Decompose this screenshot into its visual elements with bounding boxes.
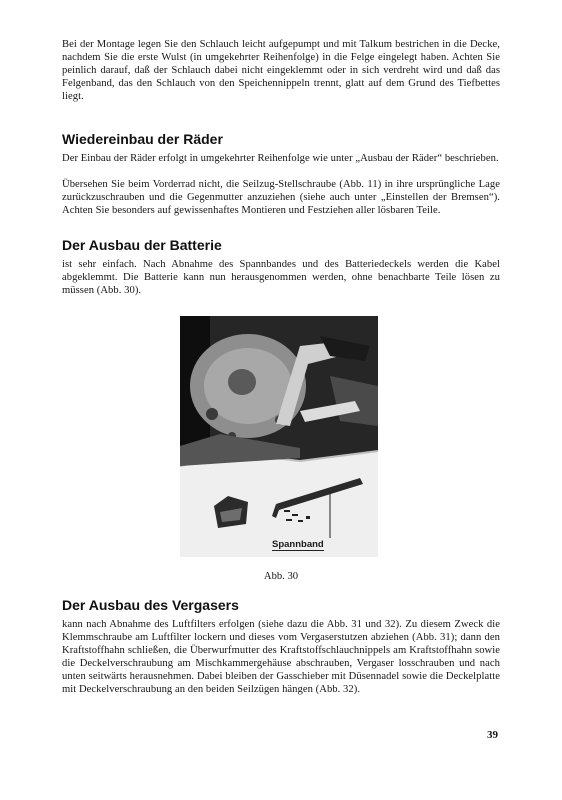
heading-ausbau-vergaser: Der Ausbau des Vergasers (62, 597, 239, 613)
battery-photo-illustration (180, 316, 378, 557)
paragraph-raeder-vorderrad: Übersehen Sie beim Vorderrad nicht, die Seilzug-Stellschraube (Abb. 11) in ihre ursprüngliche Lage zurückzuschrauben und die Gegenmutter anzuziehen (siehe auch unter „Einstellen der Bremsen“). Achten Sie besonders auf gewissenhaftes Montieren und Festziehen aller lösbaren Teile. (62, 179, 500, 217)
paragraph-batterie: ist sehr einfach. Nach Abnahme des Spannbandes und des Batteriedeckels werden die Kabel abgeklemmt. Die Batterie kann nun herausgenommen werden, ohne benachbarte Teile lösen zu müssen (Abb. 30). (62, 259, 500, 297)
paragraph-montage: Bei der Montage legen Sie den Schlauch leicht aufgepumpt und mit Talkum bestrichen in die Decke, nachdem Sie die erste Wulst (in umgekehrter Reihenfolge) in die Felge eingelegt haben. Achten Sie peinlich darauf, daß der Schlauch dabei nicht eingeklemmt oder in sich verdreht wird und daß das Felgenband, das den Schlauch von den Speichennippeln trennt, glatt auf dem Grund des Tiefbettes liegt. (62, 39, 500, 103)
page-number: 39 (487, 729, 498, 741)
paragraph-raeder-einbau: Der Einbau der Räder erfolgt in umgekehrter Reihenfolge wie unter „Ausbau der Räder“ beschrieben. (62, 153, 499, 164)
paragraph-vergaser: kann nach Abnahme des Luftfilters erfolgen (siehe dazu die Abb. 31 und 32). Zu diesem Zweck die Klemmschraube am Luftfilter lockern und dieses vom Vergaserstutzen abziehen (Abb. 31); dann den Kraftstoffhahn schließen, die Überwurfmutter des Kraftstoffschlauchnippels am Kraftstoffhahn sowie die Deckelverschraubung am Mischkammergehäuse abschrauben, Vergaser losschrauben und nach unten seitwärts herausnehmen. Dabei bleiben der Gasschieber mit Düsennadel sowie die Deckelplatte mit Deckelverschraubung an den beiden Seilzügen hängen (Abb. 32). (62, 619, 500, 696)
heading-wiedereinbau-raeder: Wiedereinbau der Räder (62, 131, 223, 147)
figure-photo-battery (180, 316, 378, 557)
figure-label-spannband: Spannband (272, 539, 324, 550)
figure-caption: Abb. 30 (263, 571, 299, 582)
heading-ausbau-batterie: Der Ausbau der Batterie (62, 237, 222, 253)
